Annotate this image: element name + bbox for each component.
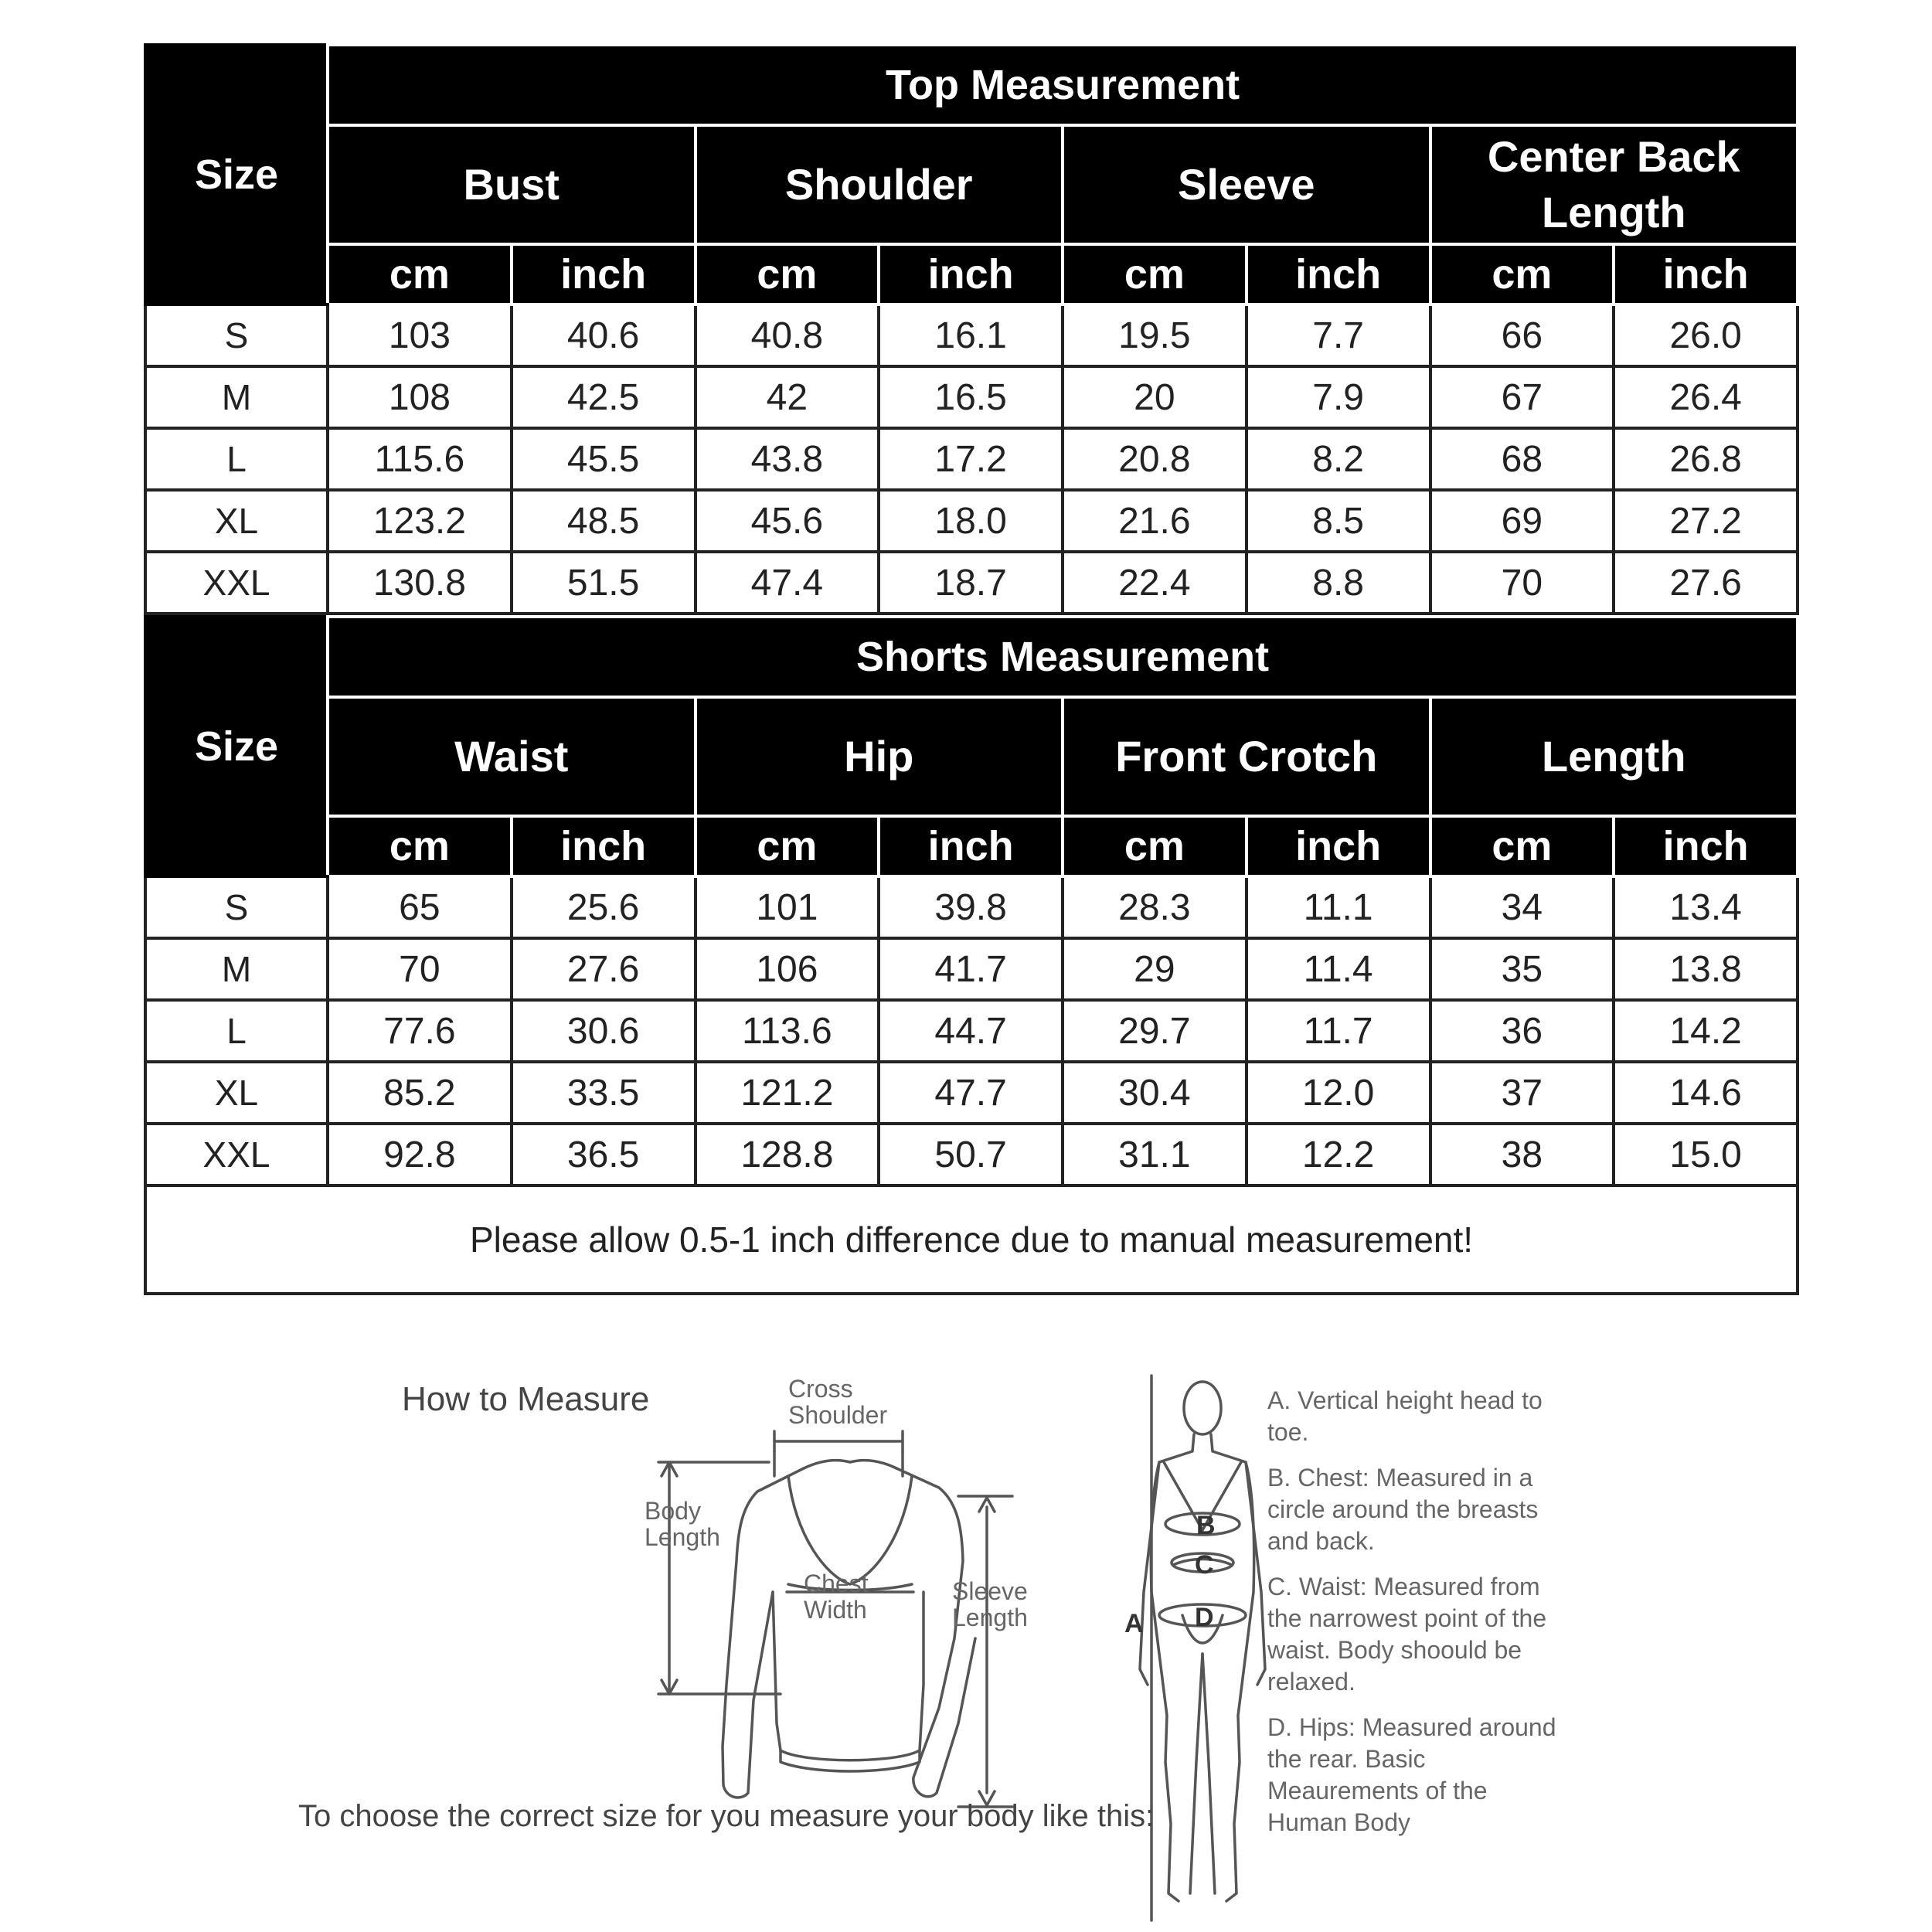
value-cell: 8.2 [1247,428,1430,490]
note-item: D. Hips: Measured around the rear. Basic Meaurements of the Human Body [1267,1713,1556,1836]
unit-header: inch [512,244,696,304]
value-cell: 47.4 [696,552,879,614]
size-cell: M [145,938,328,1000]
value-cell: 36.5 [512,1124,696,1185]
value-cell: 15.0 [1614,1124,1798,1185]
table-row [145,1062,1798,1124]
value-cell: 28.3 [1063,876,1247,938]
cross-shoulder-label: Cross Shoulder [788,1375,888,1429]
value-cell: 65 [328,876,512,938]
value-cell: 26.0 [1614,304,1798,366]
value-cell: 7.9 [1247,366,1430,428]
value-cell: 42 [696,366,879,428]
value-cell: 16.1 [879,304,1063,366]
cross-shoulder-dimension [774,1431,903,1476]
value-cell: 14.6 [1614,1062,1798,1124]
table-row [145,876,1798,938]
unit-header: inch [879,244,1063,304]
value-cell: 77.6 [328,1000,512,1062]
size-cell: L [145,1000,328,1062]
size-cell: S [145,876,328,938]
unit-header: cm [328,816,512,876]
value-cell: 29.7 [1063,1000,1247,1062]
value-cell: 13.4 [1614,876,1798,938]
shorts-measurement-table [144,615,1799,1295]
size-header: Size [145,45,328,304]
size-cell: XXL [145,552,328,614]
note-item: A. Vertical height head to toe. [1267,1386,1543,1446]
group-header: Sleeve [1063,125,1430,244]
value-cell: 106 [696,938,879,1000]
table-title: Shorts Measurement [328,617,1798,697]
top-measurement-table [144,43,1799,615]
value-cell: 50.7 [879,1124,1063,1185]
note-item: B. Chest: Measured in a circle around the breasts and back. [1267,1464,1539,1555]
value-cell: 22.4 [1063,552,1247,614]
value-cell: 51.5 [512,552,696,614]
value-cell: 17.2 [879,428,1063,490]
value-cell: 121.2 [696,1062,879,1124]
value-cell: 85.2 [328,1062,512,1124]
size-cell: XXL [145,1124,328,1185]
value-cell: 8.5 [1247,490,1430,552]
value-cell: 38 [1430,1124,1614,1185]
value-cell: 68 [1430,428,1614,490]
table-row [145,490,1798,552]
table-row [145,1124,1798,1185]
value-cell: 27.6 [1614,552,1798,614]
value-cell: 31.1 [1063,1124,1247,1185]
value-cell: 44.7 [879,1000,1063,1062]
value-cell: 115.6 [328,428,512,490]
value-cell: 26.4 [1614,366,1798,428]
value-cell: 128.8 [696,1124,879,1185]
value-cell: 41.7 [879,938,1063,1000]
group-header: Length [1430,697,1798,816]
sleeve-length-label: Sleeve Length [952,1577,1028,1631]
value-cell: 30.4 [1063,1062,1247,1124]
value-cell: 40.6 [512,304,696,366]
unit-header: inch [1614,816,1798,876]
value-cell: 36 [1430,1000,1614,1062]
size-cell: L [145,428,328,490]
unit-header: inch [1614,244,1798,304]
letter-d: D [1195,1603,1214,1632]
value-cell: 48.5 [512,490,696,552]
value-cell: 67 [1430,366,1614,428]
body-length-label: Body Length [645,1497,720,1551]
table-row [145,1000,1798,1062]
how-to-measure-title: How to Measure [402,1380,650,1418]
group-header: Waist [328,697,696,816]
value-cell: 20.8 [1063,428,1247,490]
value-cell: 16.5 [879,366,1063,428]
value-cell: 21.6 [1063,490,1247,552]
human-figure-illustration [1140,1376,1265,1920]
value-cell: 45.5 [512,428,696,490]
value-cell: 39.8 [879,876,1063,938]
value-cell: 43.8 [696,428,879,490]
value-cell: 11.7 [1247,1000,1430,1062]
measurement-note: Please allow 0.5-1 inch difference due to manual measurement! [145,1185,1798,1294]
chest-width-label: Chest Width [804,1570,869,1624]
unit-header: cm [696,244,879,304]
value-cell: 27.6 [512,938,696,1000]
measurement-diagram [0,1360,1932,1932]
value-cell: 108 [328,366,512,428]
value-cell: 19.5 [1063,304,1247,366]
value-cell: 33.5 [512,1062,696,1124]
group-header: Center Back Length [1430,125,1798,244]
value-cell: 113.6 [696,1000,879,1062]
value-cell: 20 [1063,366,1247,428]
group-header: Front Crotch [1063,697,1430,816]
unit-header: inch [512,816,696,876]
size-cell: M [145,366,328,428]
value-cell: 18.0 [879,490,1063,552]
value-cell: 14.2 [1614,1000,1798,1062]
size-cell: XL [145,1062,328,1124]
value-cell: 69 [1430,490,1614,552]
sweater-illustration [723,1461,975,1798]
unit-header: cm [1430,816,1614,876]
value-cell: 103 [328,304,512,366]
value-cell: 25.6 [512,876,696,938]
table-row [145,304,1798,366]
note-item: C. Waist: Measured from the narrowest point of the waist. Body shoould be relaxed. [1267,1573,1547,1696]
unit-header: cm [1430,244,1614,304]
how-to-measure-section [0,1360,1932,1932]
value-cell: 8.8 [1247,552,1430,614]
value-cell: 123.2 [328,490,512,552]
value-cell: 42.5 [512,366,696,428]
group-header: Shoulder [696,125,1063,244]
value-cell: 34 [1430,876,1614,938]
value-cell: 18.7 [879,552,1063,614]
unit-header: cm [1063,244,1247,304]
value-cell: 30.6 [512,1000,696,1062]
size-cell: XL [145,490,328,552]
sleeve-length-dimension [958,1496,1012,1807]
value-cell: 70 [328,938,512,1000]
value-cell: 45.6 [696,490,879,552]
table-title: Top Measurement [328,45,1798,125]
letter-a: A [1124,1609,1144,1638]
unit-header: inch [1247,816,1430,876]
value-cell: 92.8 [328,1124,512,1185]
letter-b: B [1196,1511,1216,1540]
table-row [145,552,1798,614]
letter-c: C [1195,1550,1214,1580]
value-cell: 130.8 [328,552,512,614]
value-cell: 47.7 [879,1062,1063,1124]
value-cell: 40.8 [696,304,879,366]
value-cell: 11.4 [1247,938,1430,1000]
value-cell: 11.1 [1247,876,1430,938]
unit-header: cm [1063,816,1247,876]
measure-instruction: To choose the correct size for you measure your body like this: [298,1799,1155,1833]
unit-header: cm [696,816,879,876]
value-cell: 27.2 [1614,490,1798,552]
table-row [145,366,1798,428]
table-row [145,938,1798,1000]
size-header: Size [145,617,328,876]
value-cell: 101 [696,876,879,938]
value-cell: 12.2 [1247,1124,1430,1185]
value-cell: 66 [1430,304,1614,366]
unit-header: inch [879,816,1063,876]
value-cell: 7.7 [1247,304,1430,366]
table-row [145,428,1798,490]
unit-header: cm [328,244,512,304]
measurement-notes [1267,1385,1561,1852]
value-cell: 13.8 [1614,938,1798,1000]
group-header: Hip [696,697,1063,816]
value-cell: 26.8 [1614,428,1798,490]
unit-header: inch [1247,244,1430,304]
value-cell: 12.0 [1247,1062,1430,1124]
size-cell: S [145,304,328,366]
value-cell: 37 [1430,1062,1614,1124]
value-cell: 29 [1063,938,1247,1000]
value-cell: 35 [1430,938,1614,1000]
value-cell: 70 [1430,552,1614,614]
group-header: Bust [328,125,696,244]
